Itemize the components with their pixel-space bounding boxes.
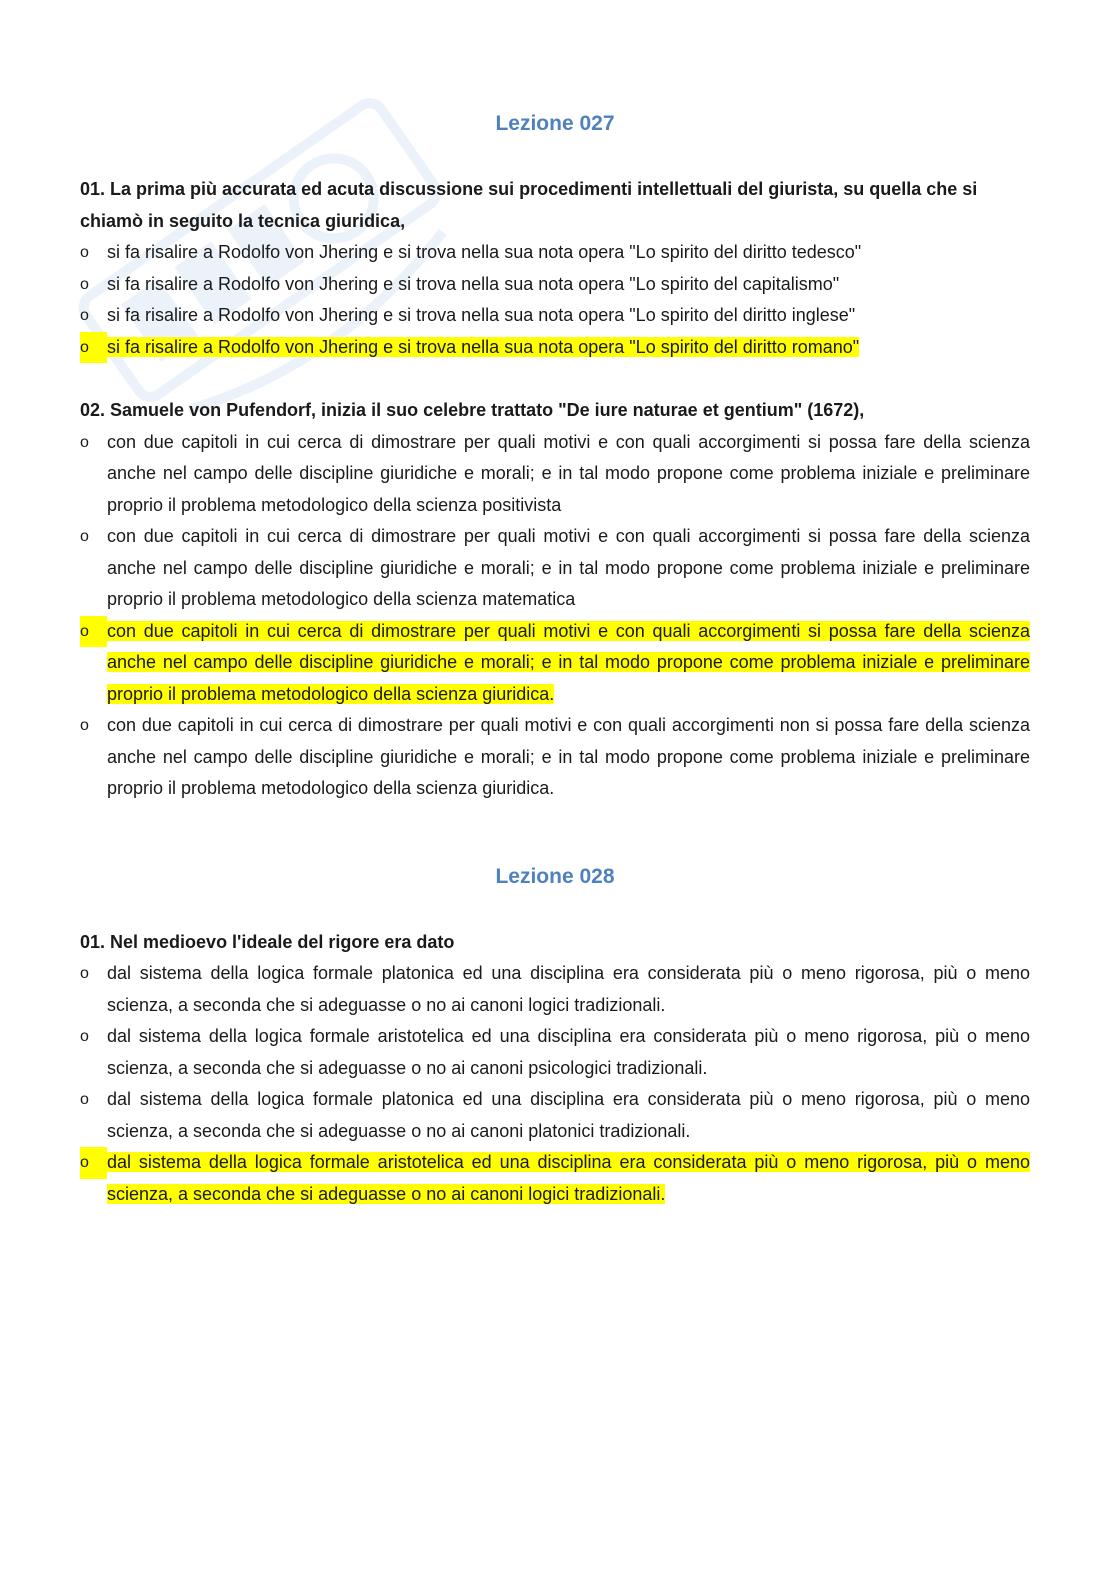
bullet-circle-icon: o (80, 332, 107, 364)
bullet-circle-icon: o (80, 433, 89, 451)
bullet-circle-icon: o (80, 1147, 107, 1179)
document-page (80, 108, 1030, 1210)
answer-option-text: dal sistema della logica formale aristotelica ed una disciplina era considerata più o meno rigorosa, più o meno scienza, a seconda che si adeguasse o no ai canoni psicologici tradizionali. (107, 1026, 1030, 1078)
bullet-circle-icon: o (80, 965, 89, 982)
answer-option (80, 1084, 1030, 1147)
answer-option (80, 237, 1030, 269)
answer-option-text: si fa risalire a Rodolfo von Jhering e si trova nella sua nota opera "Lo spirito del diritto tedesco" (107, 242, 862, 262)
bullet-circle-icon: o (80, 1028, 89, 1045)
lesson-section (80, 108, 1030, 805)
answer-option (80, 1021, 1030, 1084)
question-text: 02. Samuele von Pufendorf, inizia il suo celebre trattato "De iure naturae et gentium" (1672), (80, 400, 865, 420)
question-text: 01. La prima più accurata ed acuta discussione sui procedimenti intellettuali del giurista, su quella che si chiamò in seguito la tecnica giuridica, (80, 179, 978, 231)
answer-options (80, 427, 1030, 805)
question-text: 01. Nel medioevo l'ideale del rigore era dato (80, 931, 455, 952)
answer-option (80, 958, 1030, 1021)
answer-option-text: con due capitoli in cui cerca di dimostrare per quali motivi e con quali accorgimenti si possa fare della scienza anche nel campo delle discipline giuridiche e morali; e in tal modo propone come problema iniziale e preliminare proprio il problema metodologico della scienza matematica (107, 526, 1030, 609)
question-block (80, 174, 1030, 363)
answer-option-text: dal sistema della logica formale platonica ed una disciplina era considerata più o meno rigorosa, più o meno scienza, a seconda che si adeguasse o no ai canoni platonici tradizionali. (107, 1089, 1030, 1141)
answer-option-text: si fa risalire a Rodolfo von Jhering e si trova nella sua nota opera "Lo spirito del diritto romano" (107, 336, 860, 357)
answer-options (80, 237, 1030, 363)
bullet-circle-icon: o (80, 307, 89, 324)
question-block (80, 395, 1030, 805)
answer-option (80, 521, 1030, 616)
bullet-circle-icon: o (80, 275, 89, 293)
bullet-circle-icon: o (80, 1091, 89, 1108)
answer-option-correct (80, 332, 1030, 364)
answer-option-text: si fa risalire a Rodolfo von Jhering e si trova nella sua nota opera "Lo spirito del diritto inglese" (107, 305, 856, 325)
bullet-circle-icon: o (80, 528, 89, 545)
question-block (80, 927, 1030, 1211)
answer-option-text: con due capitoli in cui cerca di dimostrare per quali motivi e con quali accorgimenti si possa fare della scienza anche nel campo delle discipline giuridiche e morali; e in tal modo propone come problema iniziale e preliminare proprio il problema metodologico della scienza giuridica. (107, 620, 1030, 704)
bullet-circle-icon: o (80, 616, 107, 648)
answer-option-text: dal sistema della logica formale aristotelica ed una disciplina era considerata più o meno rigorosa, più o meno scienza, a seconda che si adeguasse o no ai canoni logici tradizionali. (107, 1152, 1030, 1204)
answer-option-correct (80, 616, 1030, 711)
answer-option-text: con due capitoli in cui cerca di dimostrare per quali motivi e con quali accorgimenti non si possa fare della scienza anche nel campo delle discipline giuridiche e morali; e in tal modo propone come problema iniziale e preliminare proprio il problema metodologico della scienza giuridica. (107, 715, 1030, 798)
bullet-circle-icon: o (80, 717, 89, 734)
answer-option (80, 269, 1030, 301)
bullet-circle-icon: o (80, 244, 89, 261)
lesson-title: Lezione 028 (495, 864, 615, 888)
lesson-section (80, 861, 1030, 1211)
lesson-title: Lezione 027 (495, 112, 615, 135)
answer-options (80, 958, 1030, 1210)
answer-option-text: con due capitoli in cui cerca di dimostrare per quali motivi e con quali accorgimenti si possa fare della scienza anche nel campo delle discipline giuridiche e morali; e in tal modo propone come problema iniziale e preliminare proprio il problema metodologico della scienza positivista (107, 431, 1030, 515)
answer-option (80, 427, 1030, 522)
answer-option-correct (80, 1147, 1030, 1210)
answer-option (80, 300, 1030, 332)
answer-option (80, 710, 1030, 805)
answer-option-text: si fa risalire a Rodolfo von Jhering e si trova nella sua nota opera "Lo spirito del capitalismo" (107, 273, 840, 294)
answer-option-text: dal sistema della logica formale platonica ed una disciplina era considerata più o meno rigorosa, più o meno scienza, a seconda che si adeguasse o no ai canoni logici tradizionali. (107, 963, 1030, 1015)
